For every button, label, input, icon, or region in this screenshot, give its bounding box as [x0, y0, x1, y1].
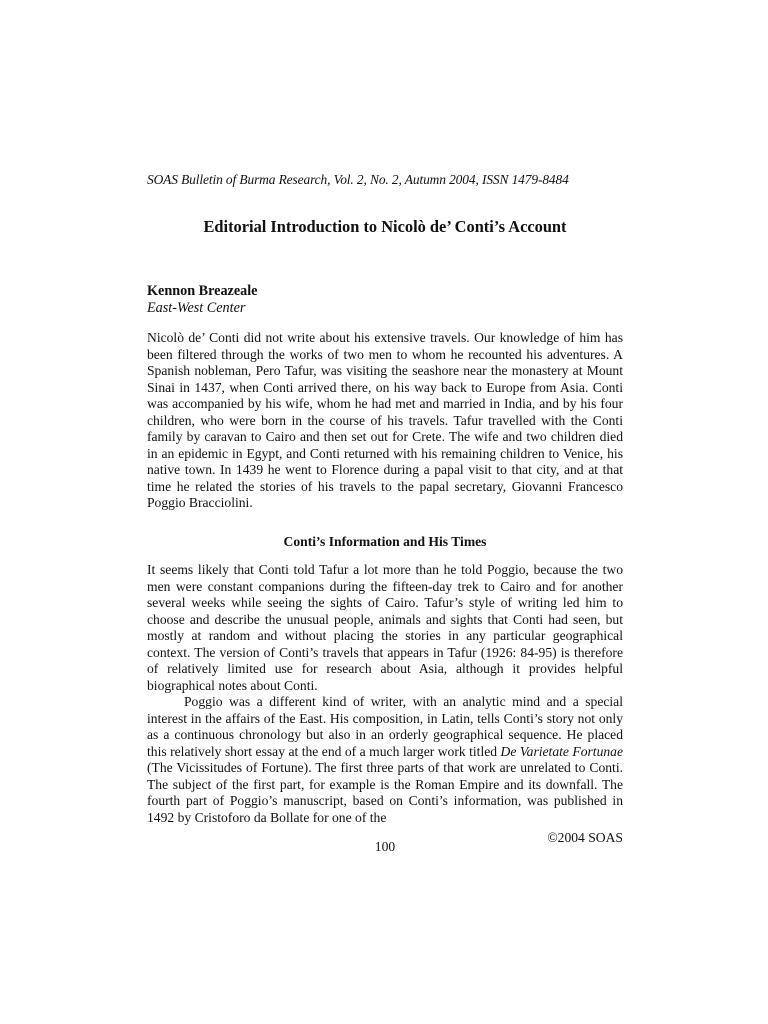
work-title: De Varietate Fortunae [500, 743, 623, 759]
paragraph-3-start: Poggio was a different kind of writer, with an analytic mind and a special interest in the affairs of the East. His composition, in Latin, tells Conti’s story not only as a continuous chronology but also in an orderly geographical sequence. He placed this relatively short essay at the end of a much larger work titled [147, 694, 623, 759]
author-affiliation: East-West Center [147, 300, 246, 316]
article-title: Editorial Introduction to Nicolò de’ Conti’s Account [203, 217, 567, 236]
journal-header: SOAS Bulletin of Burma Research, Vol. 2, No. 2, Autumn 2004, ISSN 1479-8484 [147, 172, 569, 187]
section-heading: Conti’s Information and His Times [283, 534, 487, 549]
paragraph-3 [147, 694, 623, 826]
intro-paragraph [147, 330, 623, 512]
paragraph-1: Nicolò de’ Conti did not write about his extensive travels. Our knowledge of him has been filtered through the works of two men to whom he recounted his adventures. A Spanish nobleman, Pero Tafur, was visiting the seashore near the monastery at Mount Sinai in 1437, when Conti arrived there, on his way back to Europe from Asia. Conti was accompanied by his wife, whom he had met and married in India, and by his four children, who were born in the course of his travels. Tafur travelled with the Conti family by caravan to Cairo and then set out for Crete. The wife and two children died in an epidemic in Egypt, and Conti returned with his remaining children to Venice, his native town. In 1439 he went to Florence during a papal visit to that city, and at that time he related the stories of his travels to the papal secretary, Giovanni Francesco Poggio Bracciolini. [147, 330, 623, 510]
copyright-notice: ©2004 SOAS [547, 830, 623, 845]
author-name: Kennon Breazeale [147, 283, 258, 299]
section-body [147, 562, 623, 826]
paragraph-3-end: (The Vicissitudes of Fortune). The first three parts of that work are unrelated to Conti. The subject of the first part, for example is the Roman Empire and its downfall. The fourth part of Poggio’s manuscript, based on Conti’s information, was published in 1492 by Cristoforo da Bollate for one of the [147, 760, 623, 825]
page-number: 100 [374, 839, 396, 854]
paragraph-2: It seems likely that Conti told Tafur a lot more than he told Poggio, because the two men were constant companions during the fifteen-day trek to Cairo and for another several weeks while seeing the sights of Cairo. Tafur’s style of writing led him to choose and describe the unusual people, animals and sights that Conti had seen, but mostly at random and without placing the stories in any particular geographical context. The version of Conti’s travels that appears in Tafur (1926: 84-95) is therefore of relatively limited use for research about Asia, although it provides helpful biographical notes about Conti. [147, 562, 623, 693]
